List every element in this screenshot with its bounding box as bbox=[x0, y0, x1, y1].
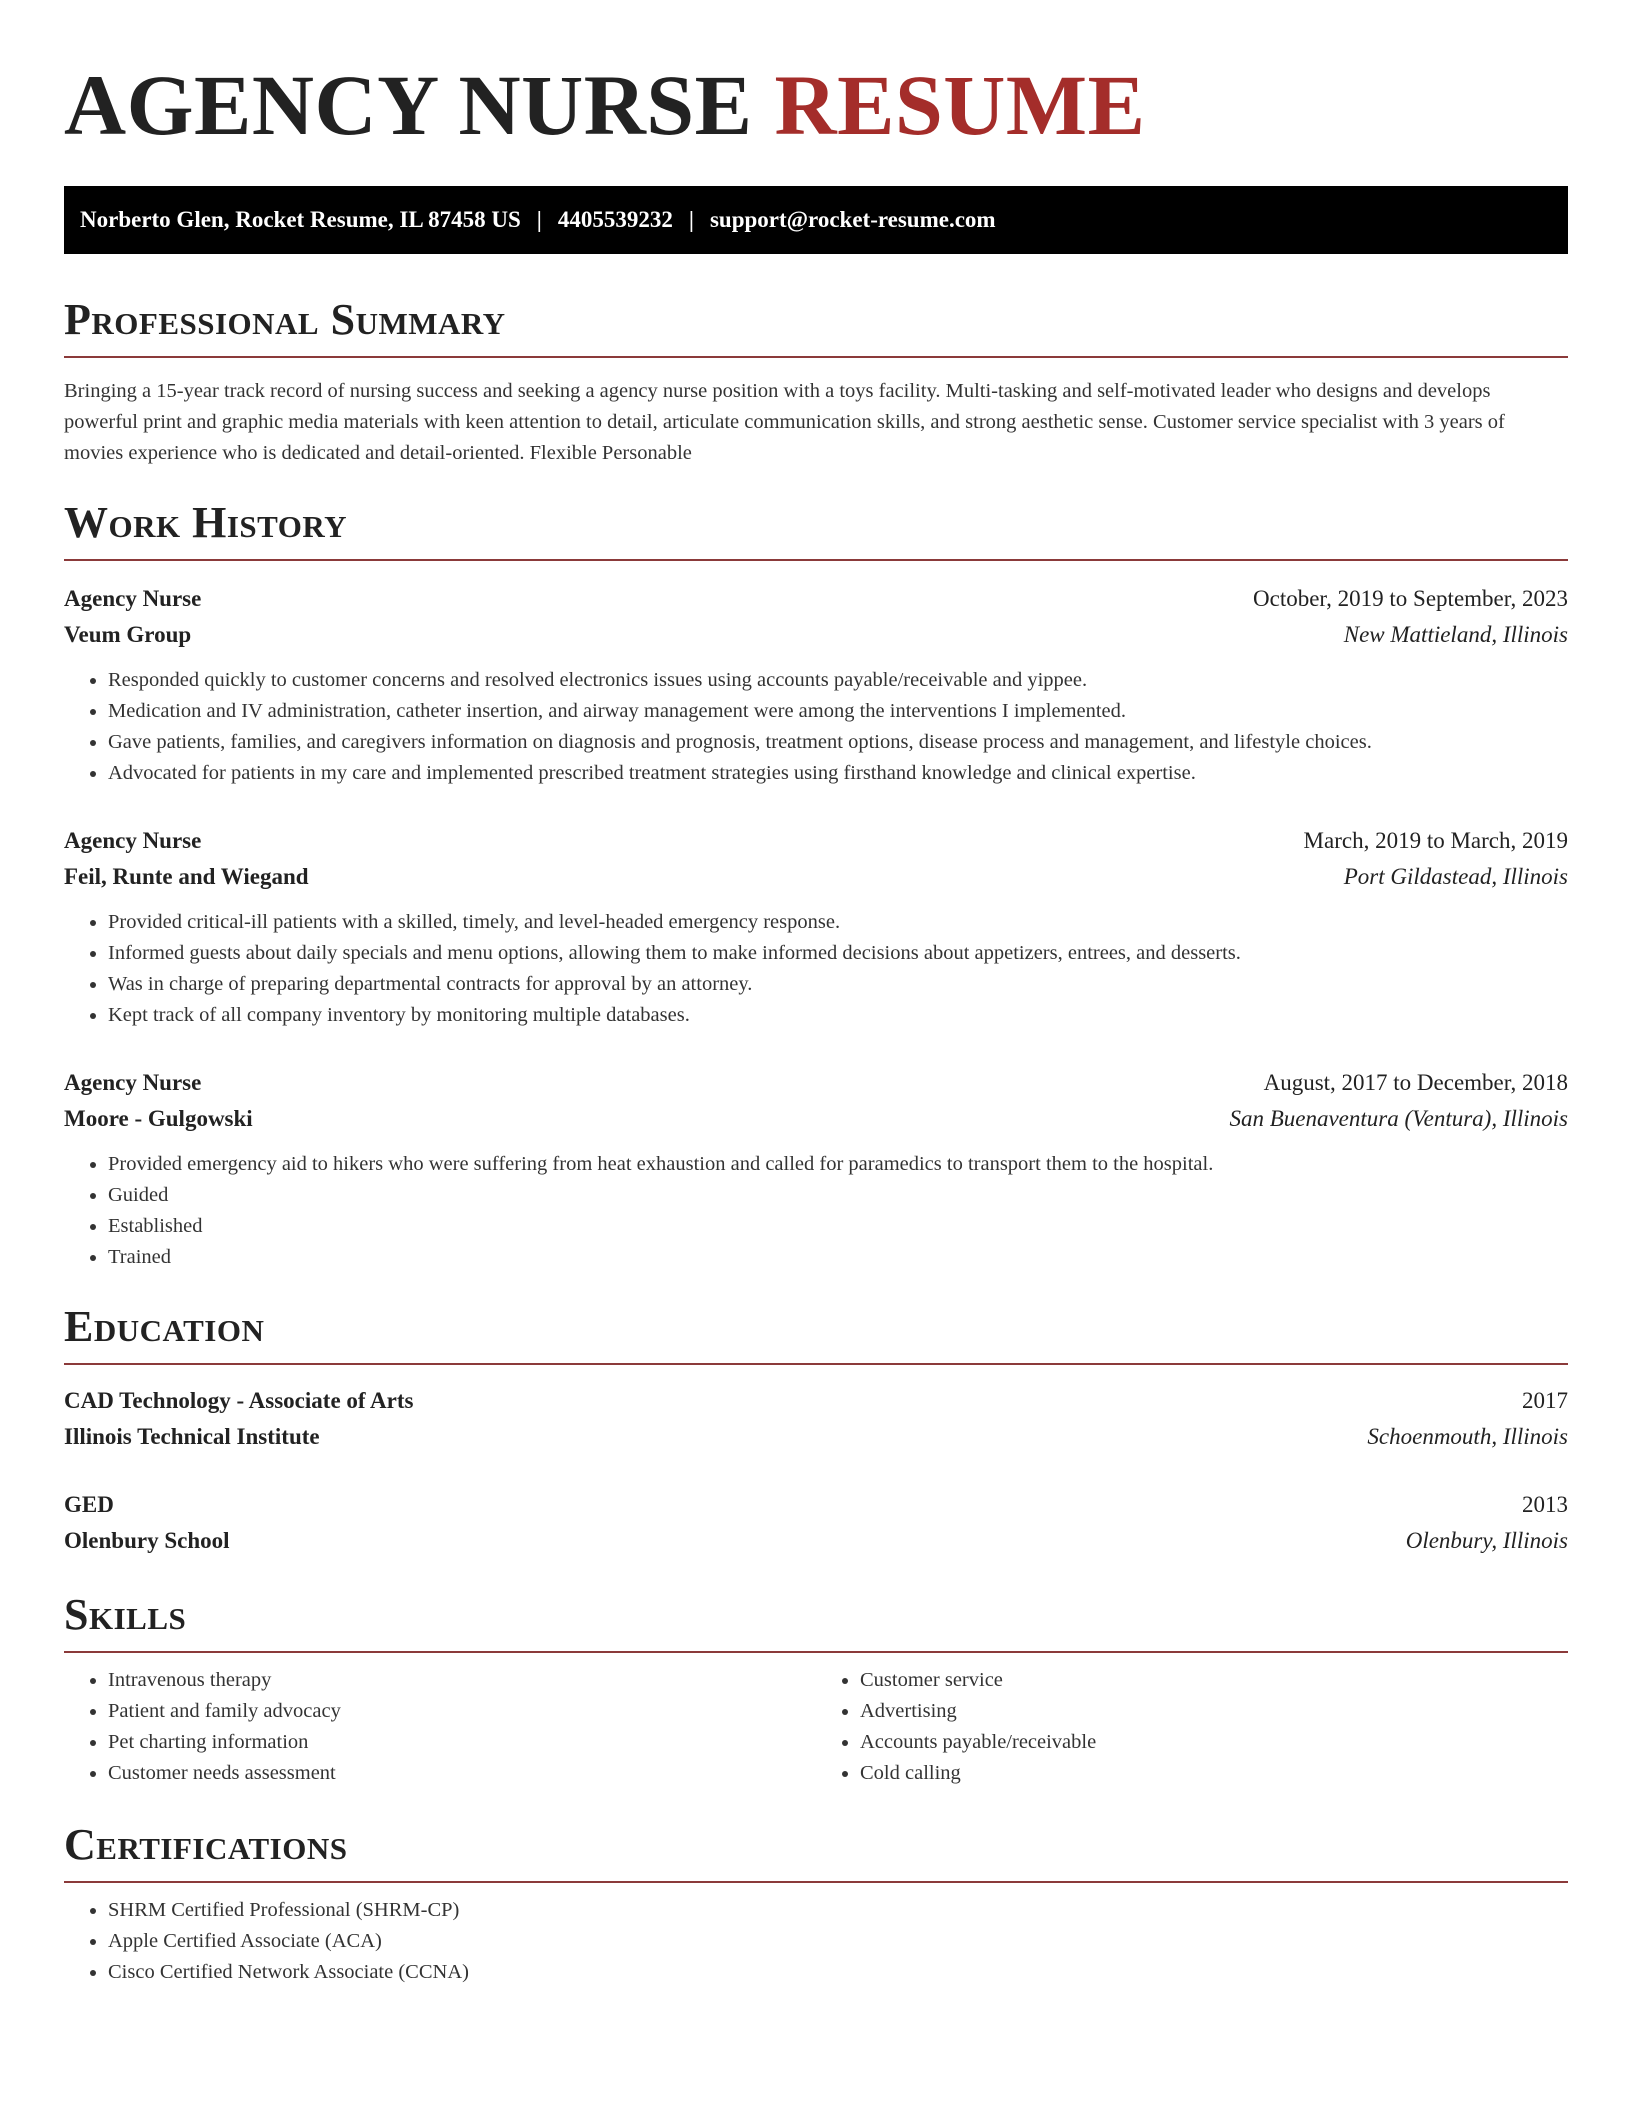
list-item: • Gave patients, families, and caregivers information on diagnosis and prognosis, treatment options, disease process and management, and lifestyle choices. bbox=[108, 727, 1568, 758]
skills-list-left bbox=[64, 1665, 816, 1789]
contact-bar bbox=[64, 186, 1568, 254]
job-entry bbox=[64, 1065, 1568, 1273]
list-item: • SHRM Certified Professional (SHRM-CP) bbox=[108, 1895, 1568, 1926]
summary-text: Bringing a 15-year track record of nursing success and seeking a agency nurse position with a toys facility. Multi-tasking and self-motivated leader who designs and develops powerful print and graphic media materials with keen attention to detail, articulate communication skills, and strong aesthetic sense. Customer service specialist with 3 years of movies experience who is dedicated and detail-oriented. Flexible Personable bbox=[64, 380, 1505, 464]
list-item: • Medication and IV administration, catheter insertion, and airway management were among the interventions I implemented. bbox=[108, 696, 1568, 727]
job-company: Veum Group bbox=[64, 622, 192, 647]
job-location: Port Gildastead, Illinois bbox=[1343, 864, 1568, 889]
job-entry bbox=[64, 581, 1568, 789]
list-item: • Trained bbox=[108, 1242, 1568, 1273]
contact-phone: 4405539232 bbox=[557, 207, 673, 232]
section-heading: Work History bbox=[64, 501, 1568, 561]
job-dates: October, 2019 to September, 2023 bbox=[1253, 586, 1568, 611]
education-location: Olenbury, Illinois bbox=[1405, 1528, 1568, 1553]
section-heading: Education bbox=[64, 1305, 1568, 1365]
list-item: • Accounts payable/receivable bbox=[860, 1727, 1568, 1758]
section-heading: Certifications bbox=[64, 1823, 1568, 1883]
education-degree: GED bbox=[64, 1492, 114, 1517]
education-school: Olenbury School bbox=[64, 1528, 230, 1553]
contact-address: Norberto Glen, Rocket Resume, IL 87458 US bbox=[80, 207, 521, 232]
education-entry bbox=[64, 1383, 1568, 1455]
list-item: • Apple Certified Associate (ACA) bbox=[108, 1926, 1568, 1957]
list-item: • Advocated for patients in my care and implemented prescribed treatment strategies using firsthand knowledge and clinical expertise. bbox=[108, 758, 1568, 789]
summary-section bbox=[64, 295, 1568, 469]
job-dates: March, 2019 to March, 2019 bbox=[1303, 828, 1568, 853]
job-title: Agency Nurse bbox=[64, 586, 202, 611]
job-company: Feil, Runte and Wiegand bbox=[64, 864, 309, 889]
list-item: • Was in charge of preparing departmental contracts for approval by an attorney. bbox=[108, 969, 1568, 1000]
job-company: Moore - Gulgowski bbox=[64, 1106, 253, 1131]
list-item: • Patient and family advocacy bbox=[108, 1696, 816, 1727]
contact-email: support@rocket-resume.com bbox=[709, 207, 996, 232]
skills-list-right bbox=[816, 1665, 1568, 1789]
contact-separator: | bbox=[688, 207, 694, 232]
section-heading: Skills bbox=[64, 1593, 1568, 1653]
job-bullets bbox=[64, 665, 1568, 789]
list-item: • Guided bbox=[108, 1180, 1568, 1211]
education-entry bbox=[64, 1487, 1568, 1559]
list-item: • Provided critical-ill patients with a skilled, timely, and level-headed emergency response. bbox=[108, 907, 1568, 938]
list-item: • Kept track of all company inventory by monitoring multiple databases. bbox=[108, 1000, 1568, 1031]
job-location: New Mattieland, Illinois bbox=[1343, 622, 1568, 647]
job-title: Agency Nurse bbox=[64, 828, 202, 853]
list-item: • Cisco Certified Network Associate (CCNA) bbox=[108, 1957, 1568, 1988]
contact-separator: | bbox=[536, 207, 542, 232]
job-bullets bbox=[64, 907, 1568, 1031]
resume-title bbox=[64, 57, 1568, 153]
job-location: San Buenaventura (Ventura), Illinois bbox=[1229, 1106, 1568, 1131]
education-year: 2013 bbox=[1522, 1492, 1568, 1517]
list-item: • Responded quickly to customer concerns and resolved electronics issues using accounts payable/receivable and yippee. bbox=[108, 665, 1568, 696]
list-item: • Advertising bbox=[860, 1696, 1568, 1727]
education-school: Illinois Technical Institute bbox=[64, 1424, 320, 1449]
work-history-section bbox=[64, 498, 1568, 1273]
section-heading: Professional Summary bbox=[64, 298, 1568, 358]
education-year: 2017 bbox=[1522, 1388, 1568, 1413]
list-item: • Customer service bbox=[860, 1665, 1568, 1696]
list-item: • Cold calling bbox=[860, 1758, 1568, 1789]
certifications-list bbox=[64, 1895, 1568, 1988]
skills-grid bbox=[64, 1665, 1568, 1789]
list-item: • Provided emergency aid to hikers who were suffering from heat exhaustion and called for paramedics to transport them to the hospital. bbox=[108, 1149, 1568, 1180]
list-item: • Informed guests about daily specials and menu options, allowing them to make informed decisions about appetizers, entrees, and desserts. bbox=[108, 938, 1568, 969]
job-dates: August, 2017 to December, 2018 bbox=[1263, 1070, 1568, 1095]
list-item: • Established bbox=[108, 1211, 1568, 1242]
job-entry bbox=[64, 823, 1568, 1031]
skills-section bbox=[64, 1590, 1568, 1789]
job-bullets bbox=[64, 1149, 1568, 1273]
list-item: • Intravenous therapy bbox=[108, 1665, 816, 1696]
certifications-section bbox=[64, 1820, 1568, 1988]
title-main: AGENCY NURSE bbox=[64, 57, 753, 153]
education-section bbox=[64, 1302, 1568, 1559]
education-location: Schoenmouth, Illinois bbox=[1367, 1424, 1568, 1449]
job-title: Agency Nurse bbox=[64, 1070, 202, 1095]
education-degree: CAD Technology - Associate of Arts bbox=[64, 1388, 414, 1413]
list-item: • Customer needs assessment bbox=[108, 1758, 816, 1789]
list-item: • Pet charting information bbox=[108, 1727, 816, 1758]
title-accent: RESUME bbox=[774, 57, 1146, 153]
